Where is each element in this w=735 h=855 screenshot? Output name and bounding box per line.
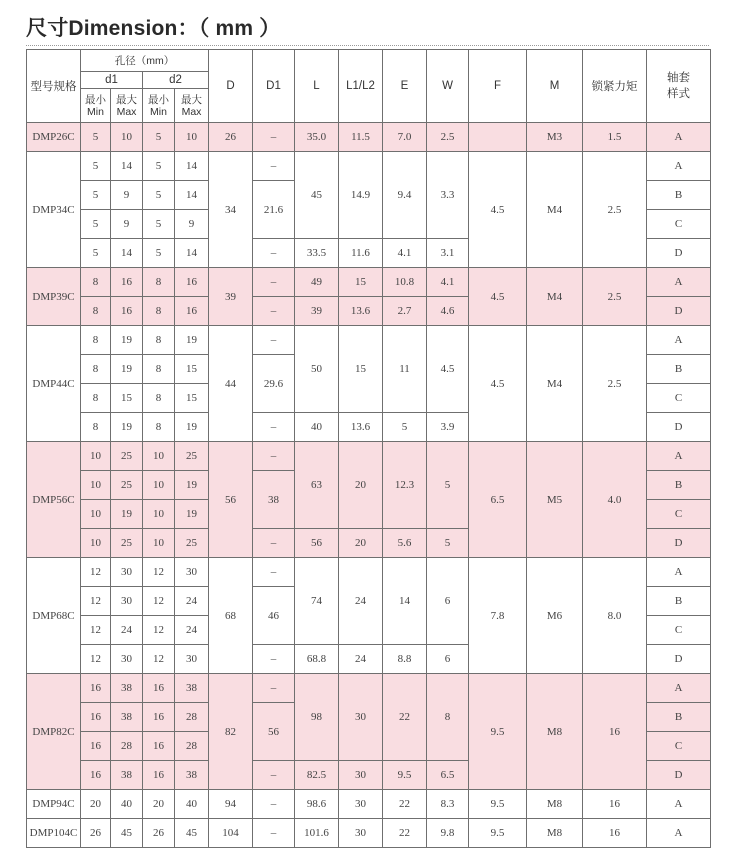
table-row [27, 268, 711, 297]
d2-min-cell: 8 [143, 384, 175, 413]
d1-max-cell: 30 [111, 587, 143, 616]
header-W: W [427, 50, 469, 123]
D-cell: 34 [209, 152, 253, 268]
style-cell: C [647, 210, 711, 239]
M-cell: M5 [527, 442, 583, 558]
E-cell: 22 [383, 674, 427, 761]
E-cell: 8.8 [383, 645, 427, 674]
F-cell: 7.8 [469, 558, 527, 674]
d2-min-cell: 5 [143, 123, 175, 152]
D1-cell: – [253, 297, 295, 326]
E-cell: 9.4 [383, 152, 427, 239]
d1-min-cell: 10 [81, 442, 111, 471]
min-cn: 最小 [148, 93, 169, 106]
W-cell: 3.1 [427, 239, 469, 268]
D1-cell: – [253, 819, 295, 848]
d1-min-cell: 10 [81, 471, 111, 500]
E-cell: 5.6 [383, 529, 427, 558]
L1L2-cell: 13.6 [339, 297, 383, 326]
min-en: Min [150, 105, 167, 118]
d2-max-cell: 28 [175, 732, 209, 761]
style-cell: A [647, 674, 711, 703]
L-cell: 98.6 [295, 790, 339, 819]
L-cell: 49 [295, 268, 339, 297]
header-d1-max [111, 89, 143, 123]
model-cell: DMP26C [27, 123, 81, 152]
D1-cell: – [253, 326, 295, 355]
table-row [27, 152, 711, 181]
d1-max-cell: 38 [111, 703, 143, 732]
W-cell: 9.8 [427, 819, 469, 848]
d1-min-cell: 12 [81, 558, 111, 587]
W-cell: 6 [427, 558, 469, 645]
W-cell: 5 [427, 529, 469, 558]
W-cell: 6 [427, 645, 469, 674]
d1-max-cell: 38 [111, 761, 143, 790]
d2-min-cell: 8 [143, 268, 175, 297]
style-cell: D [647, 239, 711, 268]
D-cell: 68 [209, 558, 253, 674]
E-cell: 2.7 [383, 297, 427, 326]
header-d2: d2 [143, 72, 209, 89]
L-cell: 50 [295, 326, 339, 413]
d1-max-cell: 38 [111, 674, 143, 703]
d1-min-cell: 8 [81, 384, 111, 413]
d2-max-cell: 24 [175, 587, 209, 616]
E-cell: 4.1 [383, 239, 427, 268]
E-cell: 22 [383, 819, 427, 848]
L1L2-cell: 30 [339, 761, 383, 790]
d2-min-cell: 16 [143, 674, 175, 703]
model-cell: DMP56C [27, 442, 81, 558]
style-cell: B [647, 181, 711, 210]
D1-cell: 21.6 [253, 181, 295, 239]
d2-max-cell: 30 [175, 558, 209, 587]
torque-cell: 1.5 [583, 123, 647, 152]
dimension-table [26, 49, 711, 848]
M-cell: M4 [527, 152, 583, 268]
W-cell: 3.9 [427, 413, 469, 442]
style-cell: C [647, 616, 711, 645]
E-cell: 11 [383, 326, 427, 413]
header-M: M [527, 50, 583, 123]
d1-min-cell: 5 [81, 123, 111, 152]
d2-max-cell: 25 [175, 529, 209, 558]
table-row [27, 123, 711, 152]
L1L2-cell: 30 [339, 819, 383, 848]
d1-min-cell: 8 [81, 268, 111, 297]
E-cell: 14 [383, 558, 427, 645]
D1-cell: – [253, 558, 295, 587]
d2-max-cell: 38 [175, 761, 209, 790]
page-title: 尺寸Dimension：（ mm ） [26, 17, 281, 40]
table-row [27, 442, 711, 471]
F-cell: 4.5 [469, 152, 527, 268]
d2-min-cell: 16 [143, 761, 175, 790]
M-cell: M8 [527, 819, 583, 848]
style-cell: B [647, 355, 711, 384]
style-cell: A [647, 819, 711, 848]
d2-max-cell: 9 [175, 210, 209, 239]
max-cn: 最大 [181, 93, 202, 106]
style-cell: C [647, 732, 711, 761]
d2-max-cell: 14 [175, 152, 209, 181]
table-row [27, 558, 711, 587]
W-cell: 4.6 [427, 297, 469, 326]
d2-min-cell: 12 [143, 616, 175, 645]
E-cell: 9.5 [383, 761, 427, 790]
D1-cell: – [253, 239, 295, 268]
d1-min-cell: 10 [81, 529, 111, 558]
W-cell: 5 [427, 442, 469, 529]
L-cell: 45 [295, 152, 339, 239]
d1-max-cell: 19 [111, 413, 143, 442]
model-cell: DMP104C [27, 819, 81, 848]
L-cell: 98 [295, 674, 339, 761]
min-en: Min [87, 105, 104, 118]
d1-min-cell: 5 [81, 239, 111, 268]
header-d1-min [81, 89, 111, 123]
d2-max-cell: 16 [175, 297, 209, 326]
L1L2-cell: 20 [339, 442, 383, 529]
d2-min-cell: 16 [143, 732, 175, 761]
model-cell: DMP34C [27, 152, 81, 268]
d2-min-cell: 5 [143, 239, 175, 268]
L1L2-cell: 24 [339, 645, 383, 674]
d1-max-cell: 10 [111, 123, 143, 152]
M-cell: M8 [527, 674, 583, 790]
d1-max-cell: 25 [111, 442, 143, 471]
D1-cell: – [253, 674, 295, 703]
F-cell: 6.5 [469, 442, 527, 558]
L-cell: 40 [295, 413, 339, 442]
M-cell: M6 [527, 558, 583, 674]
d2-max-cell: 28 [175, 703, 209, 732]
D1-cell: 46 [253, 587, 295, 645]
d2-max-cell: 15 [175, 384, 209, 413]
E-cell: 10.8 [383, 268, 427, 297]
d1-max-cell: 25 [111, 529, 143, 558]
style-cell: B [647, 587, 711, 616]
d1-max-cell: 24 [111, 616, 143, 645]
L1L2-cell: 24 [339, 558, 383, 645]
F-cell: 9.5 [469, 674, 527, 790]
header-D: D [209, 50, 253, 123]
D1-cell: – [253, 790, 295, 819]
style-cell: A [647, 326, 711, 355]
d1-max-cell: 16 [111, 297, 143, 326]
W-cell: 8.3 [427, 790, 469, 819]
D-cell: 82 [209, 674, 253, 790]
table-row [27, 790, 711, 819]
d2-max-cell: 38 [175, 674, 209, 703]
F-cell: 9.5 [469, 790, 527, 819]
d2-min-cell: 10 [143, 442, 175, 471]
E-cell: 5 [383, 413, 427, 442]
header-torque: 锁紧力矩 [583, 50, 647, 123]
d2-min-cell: 20 [143, 790, 175, 819]
d2-min-cell: 12 [143, 558, 175, 587]
d2-min-cell: 12 [143, 587, 175, 616]
L1L2-cell: 15 [339, 326, 383, 413]
F-cell: 4.5 [469, 268, 527, 326]
d2-min-cell: 12 [143, 645, 175, 674]
d2-min-cell: 8 [143, 326, 175, 355]
style-cell: C [647, 384, 711, 413]
style-cell: A [647, 442, 711, 471]
table-row [27, 674, 711, 703]
d1-max-cell: 9 [111, 181, 143, 210]
d2-max-cell: 45 [175, 819, 209, 848]
style-cell: D [647, 413, 711, 442]
d2-max-cell: 19 [175, 326, 209, 355]
F-cell [469, 123, 527, 152]
table-row [27, 819, 711, 848]
d2-max-cell: 15 [175, 355, 209, 384]
model-cell: DMP82C [27, 674, 81, 790]
d2-min-cell: 8 [143, 297, 175, 326]
d1-max-cell: 45 [111, 819, 143, 848]
d1-max-cell: 9 [111, 210, 143, 239]
L-cell: 33.5 [295, 239, 339, 268]
model-cell: DMP94C [27, 790, 81, 819]
L1L2-cell: 14.9 [339, 152, 383, 239]
d2-max-cell: 24 [175, 616, 209, 645]
torque-cell: 2.5 [583, 268, 647, 326]
D-cell: 26 [209, 123, 253, 152]
header-L: L [295, 50, 339, 123]
d1-max-cell: 28 [111, 732, 143, 761]
L-cell: 56 [295, 529, 339, 558]
d2-min-cell: 10 [143, 471, 175, 500]
header-bore: 孔径（mm） [81, 50, 209, 72]
torque-cell: 2.5 [583, 326, 647, 442]
title-divider [26, 45, 709, 46]
d1-min-cell: 16 [81, 703, 111, 732]
style-cell: A [647, 268, 711, 297]
L-cell: 39 [295, 297, 339, 326]
d2-min-cell: 5 [143, 152, 175, 181]
D1-cell: – [253, 152, 295, 181]
L1L2-cell: 11.6 [339, 239, 383, 268]
max-en: Max [181, 105, 202, 118]
L1L2-cell: 11.5 [339, 123, 383, 152]
d1-min-cell: 16 [81, 761, 111, 790]
d1-min-cell: 5 [81, 152, 111, 181]
D1-cell: – [253, 529, 295, 558]
W-cell: 8 [427, 674, 469, 761]
d2-max-cell: 25 [175, 442, 209, 471]
L-cell: 68.8 [295, 645, 339, 674]
header-d2-min [143, 89, 175, 123]
style-cell: D [647, 297, 711, 326]
W-cell: 4.1 [427, 268, 469, 297]
d1-min-cell: 8 [81, 355, 111, 384]
d1-min-cell: 8 [81, 326, 111, 355]
style-cell: D [647, 645, 711, 674]
M-cell: M4 [527, 326, 583, 442]
D1-cell: 38 [253, 471, 295, 529]
d1-min-cell: 16 [81, 732, 111, 761]
d1-min-cell: 12 [81, 587, 111, 616]
D1-cell: – [253, 268, 295, 297]
min-cn: 最小 [85, 93, 106, 106]
d1-min-cell: 5 [81, 181, 111, 210]
model-cell: DMP68C [27, 558, 81, 674]
W-cell: 4.5 [427, 326, 469, 413]
d2-max-cell: 19 [175, 413, 209, 442]
header-E: E [383, 50, 427, 123]
d1-min-cell: 16 [81, 674, 111, 703]
L-cell: 82.5 [295, 761, 339, 790]
d1-max-cell: 19 [111, 355, 143, 384]
d1-min-cell: 20 [81, 790, 111, 819]
model-cell: DMP39C [27, 268, 81, 326]
M-cell: M8 [527, 790, 583, 819]
d2-min-cell: 8 [143, 355, 175, 384]
torque-cell: 16 [583, 674, 647, 790]
d1-min-cell: 26 [81, 819, 111, 848]
D-cell: 94 [209, 790, 253, 819]
D-cell: 44 [209, 326, 253, 442]
d1-min-cell: 5 [81, 210, 111, 239]
M-cell: M3 [527, 123, 583, 152]
D1-cell: – [253, 645, 295, 674]
header-F: F [469, 50, 527, 123]
L1L2-cell: 13.6 [339, 413, 383, 442]
L1L2-cell: 20 [339, 529, 383, 558]
style-cell: A [647, 152, 711, 181]
d2-max-cell: 19 [175, 471, 209, 500]
L-cell: 63 [295, 442, 339, 529]
L-cell: 35.0 [295, 123, 339, 152]
style-cell: D [647, 529, 711, 558]
d2-min-cell: 8 [143, 413, 175, 442]
header-model: 型号规格 [27, 50, 81, 123]
table-body [27, 123, 711, 848]
d1-max-cell: 14 [111, 152, 143, 181]
d1-max-cell: 16 [111, 268, 143, 297]
d2-max-cell: 30 [175, 645, 209, 674]
M-cell: M4 [527, 268, 583, 326]
d1-max-cell: 25 [111, 471, 143, 500]
style-cell: B [647, 703, 711, 732]
L1L2-cell: 30 [339, 674, 383, 761]
d2-min-cell: 10 [143, 529, 175, 558]
d2-max-cell: 40 [175, 790, 209, 819]
torque-cell: 16 [583, 790, 647, 819]
d2-min-cell: 16 [143, 703, 175, 732]
style-cell: A [647, 123, 711, 152]
d2-max-cell: 10 [175, 123, 209, 152]
W-cell: 3.3 [427, 152, 469, 239]
d1-max-cell: 30 [111, 645, 143, 674]
header-d1: d1 [81, 72, 143, 89]
W-cell: 2.5 [427, 123, 469, 152]
d1-min-cell: 12 [81, 616, 111, 645]
D1-cell: – [253, 413, 295, 442]
D1-cell: – [253, 761, 295, 790]
D1-cell: 29.6 [253, 355, 295, 413]
F-cell: 4.5 [469, 326, 527, 442]
d1-max-cell: 30 [111, 558, 143, 587]
E-cell: 22 [383, 790, 427, 819]
header-D1: D1 [253, 50, 295, 123]
d1-min-cell: 12 [81, 645, 111, 674]
d1-min-cell: 8 [81, 413, 111, 442]
d1-max-cell: 14 [111, 239, 143, 268]
max-cn: 最大 [116, 93, 137, 106]
torque-cell: 4.0 [583, 442, 647, 558]
d1-max-cell: 19 [111, 500, 143, 529]
style-cell: A [647, 790, 711, 819]
d1-max-cell: 15 [111, 384, 143, 413]
torque-cell: 16 [583, 819, 647, 848]
style-cell: D [647, 761, 711, 790]
table-row [27, 326, 711, 355]
D-cell: 56 [209, 442, 253, 558]
D-cell: 104 [209, 819, 253, 848]
d2-min-cell: 26 [143, 819, 175, 848]
header-style [647, 50, 711, 123]
D-cell: 39 [209, 268, 253, 326]
L-cell: 101.6 [295, 819, 339, 848]
D1-cell: – [253, 123, 295, 152]
L1L2-cell: 15 [339, 268, 383, 297]
d1-max-cell: 19 [111, 326, 143, 355]
style-cell: A [647, 558, 711, 587]
L-cell: 74 [295, 558, 339, 645]
d2-max-cell: 14 [175, 239, 209, 268]
d2-min-cell: 5 [143, 210, 175, 239]
W-cell: 6.5 [427, 761, 469, 790]
d2-max-cell: 19 [175, 500, 209, 529]
max-en: Max [116, 105, 137, 118]
torque-cell: 2.5 [583, 152, 647, 268]
style-cell: C [647, 500, 711, 529]
header-L1L2: L1/L2 [339, 50, 383, 123]
D1-cell: – [253, 442, 295, 471]
d1-min-cell: 8 [81, 297, 111, 326]
d1-max-cell: 40 [111, 790, 143, 819]
D1-cell: 56 [253, 703, 295, 761]
L1L2-cell: 30 [339, 790, 383, 819]
F-cell: 9.5 [469, 819, 527, 848]
d2-max-cell: 16 [175, 268, 209, 297]
d2-min-cell: 10 [143, 500, 175, 529]
d2-max-cell: 14 [175, 181, 209, 210]
model-cell: DMP44C [27, 326, 81, 442]
torque-cell: 8.0 [583, 558, 647, 674]
E-cell: 12.3 [383, 442, 427, 529]
d2-min-cell: 5 [143, 181, 175, 210]
header-d2-max [175, 89, 209, 123]
style-cell: B [647, 471, 711, 500]
d1-min-cell: 10 [81, 500, 111, 529]
header-style-label: 轴套样式 [667, 72, 690, 100]
E-cell: 7.0 [383, 123, 427, 152]
